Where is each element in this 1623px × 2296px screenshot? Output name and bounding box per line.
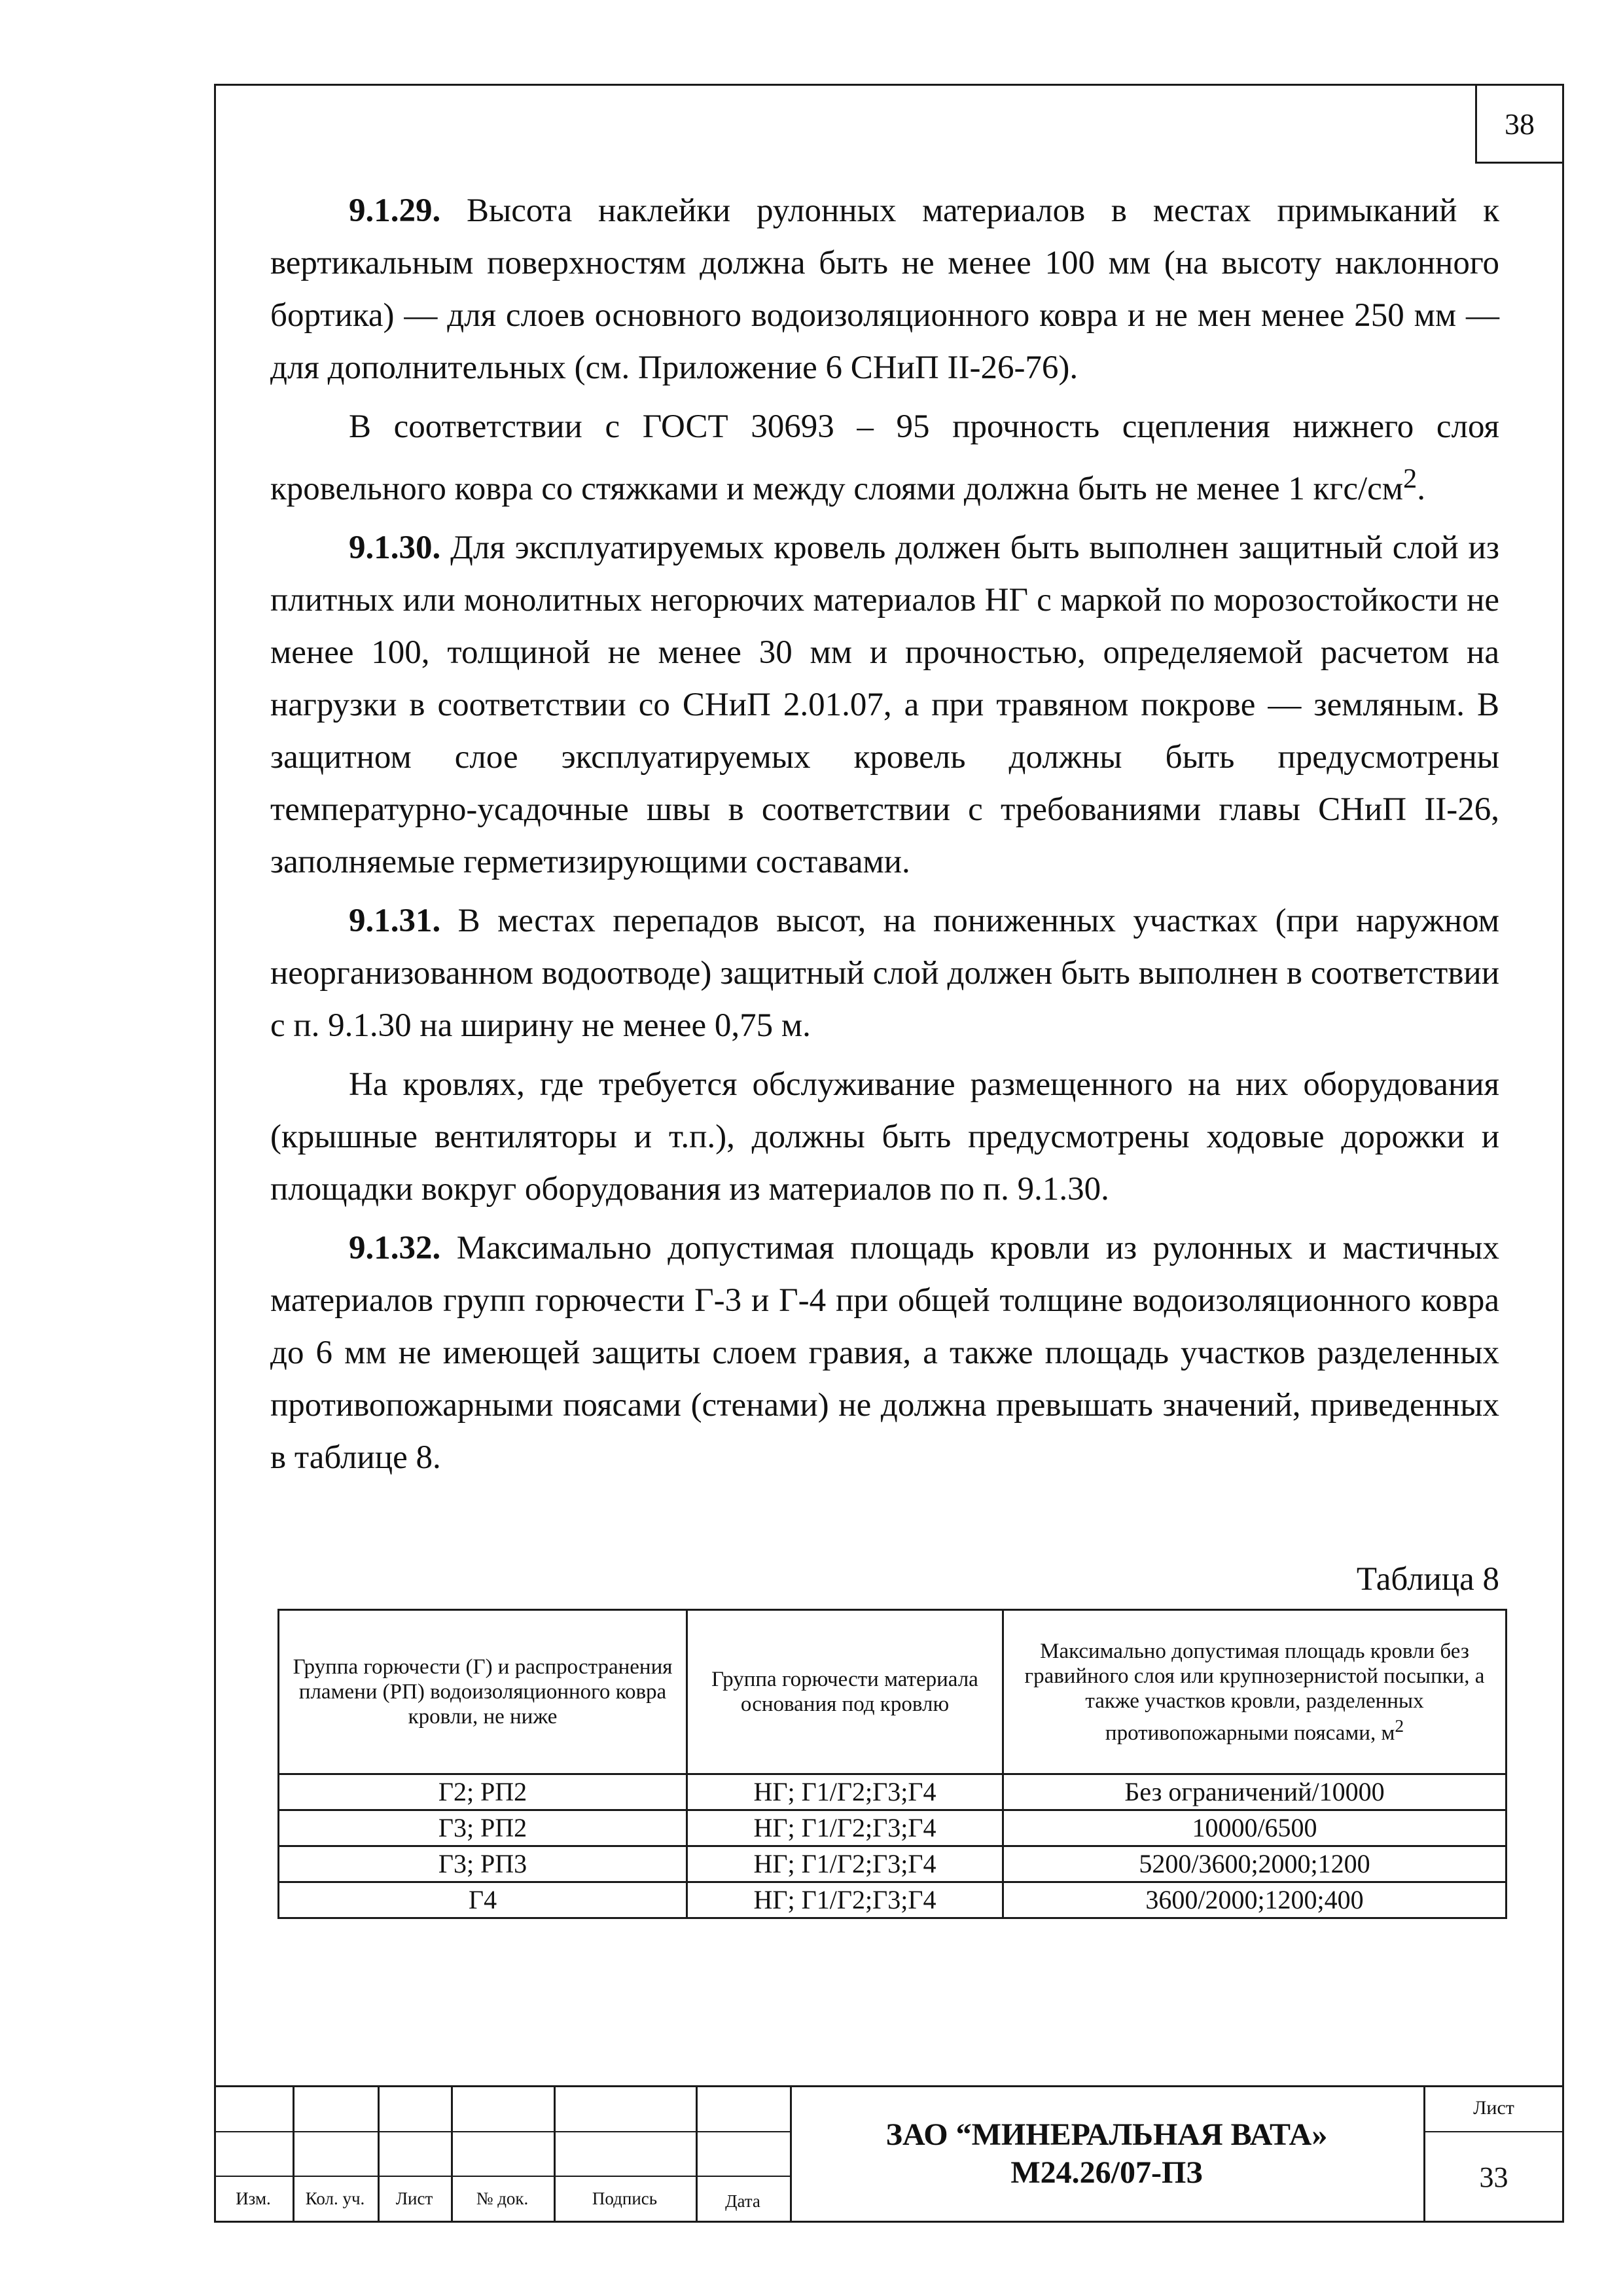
table-cell: 5200/3600;2000;1200: [1003, 1846, 1507, 1882]
table-cell: Г3; РП3: [279, 1846, 687, 1882]
paragraph-text: Для эксплуатируемых кровель должен быть выполнен защитный слой из плитных или монолитных негорючих материалов НГ с маркой по морозостойкости не менее 100, толщиной не менее 30 мм и прочностью, определяемой расчетом на нагрузки в соответствии со СНиП 2.01.07, а при травяном покрове — земляным. В защитном слое эксплуатируемых кровель должны быть предусмотрены температурно-усадочные швы в соответствии с требованиями главы СНиП II-26, заполняемые герметизирующими составами.: [270, 529, 1499, 880]
paragraph-text: Максимально допустимая площадь кровли из рулонных и мастичных материалов групп горючести Г-3 и Г-4 при общей толщине водоизоляционного ковра до 6 мм не имеющей защиты слоем гравия, а также площадь участков разделенных противопожарными поясами (стенами) не должна превышать значений, приведенных в таблице 8.: [270, 1230, 1499, 1476]
grid-line: [214, 2131, 790, 2132]
title-block: [214, 2085, 1564, 2223]
paragraph-text: В местах перепадов высот, на пониженных участках (при наружном неорганизованном водоотводе) защитный слой должен быть выполнен в соответствии с п. 9.1.30 на ширину не менее 0,75 м.: [270, 903, 1499, 1044]
header-cell-base-group: Группа горючести материала основания под кровлю: [687, 1610, 1003, 1774]
sheet-number: 33: [1479, 2161, 1508, 2193]
table-cell: 3600/2000;1200;400: [1003, 1882, 1507, 1918]
table-caption: Таблица 8: [1356, 1561, 1499, 1598]
superscript: 2: [1395, 1715, 1404, 1736]
clause-number: 9.1.31.: [349, 903, 441, 939]
table-row: [279, 1882, 1507, 1918]
paragraph-tail: .: [1417, 471, 1426, 507]
page-number-box: [1475, 84, 1564, 164]
header-cell-max-area: [1003, 1610, 1507, 1774]
paragraph-text: В соответствии с ГОСТ 30693 – 95 прочность сцепления нижнего слоя кровельного ковра со стяжками и между слоями должна быть не менее 1 кгс/см: [270, 408, 1499, 507]
table-cell: Г2; РП2: [279, 1774, 687, 1810]
table-header-row: [279, 1610, 1507, 1774]
paragraph-text: Высота наклейки рулонных материалов в местах примыканий к вертикальным поверхностям должна быть не менее 100 мм (на высоту наклонного бортика) — для слоев основного водоизоляционного ковра и не мен менее 250 мм — для дополнительных (см. Приложение 6 СНиП II-26-76).: [270, 192, 1499, 386]
table-row: [279, 1774, 1507, 1810]
paragraph-9-1-31: [270, 895, 1499, 1052]
table-row: [279, 1846, 1507, 1882]
page-number: 38: [1505, 107, 1535, 141]
table-8: [277, 1609, 1507, 1919]
document-code: М24.26/07-ПЗ: [1010, 2155, 1203, 2190]
label-list: Лист: [395, 2189, 433, 2208]
label-signature: Подпись: [592, 2189, 658, 2208]
clause-number: 9.1.32.: [349, 1230, 441, 1266]
table-cell: Без ограничений/10000: [1003, 1774, 1507, 1810]
clause-number: 9.1.29.: [349, 192, 441, 229]
company-name: ЗАО “МИНЕРАЛЬНАЯ ВАТА»: [885, 2117, 1328, 2152]
paragraph-text: На кровлях, где требуется обслуживание размещенного на них оборудования (крышные вентиляторы и т.п.), должны быть предусмотрены ходовые дорожки и площадки вокруг оборудования из материалов по п. 9.1.30.: [270, 1066, 1499, 1208]
table-cell: 10000/6500: [1003, 1810, 1507, 1846]
table-cell: НГ; Г1/Г2;Г3;Г4: [687, 1810, 1003, 1846]
title-block-grid: [214, 2085, 790, 2223]
paragraph-walkways: [270, 1058, 1499, 1215]
sheet-label: Лист: [1473, 2097, 1514, 2119]
body-text: [270, 185, 1499, 1484]
paragraph-gost: [270, 401, 1499, 515]
paragraph-9-1-29: [270, 185, 1499, 394]
grid-line: [214, 2176, 790, 2177]
label-kol-uch: Кол. уч.: [305, 2189, 365, 2208]
header-text: Максимально допустимая площадь кровли без гравийного слоя или крупнозернистой посыпки, а также участков кровли, разделенных противопожарными поясами, м: [1024, 1639, 1485, 1745]
table-cell: НГ; Г1/Г2;Г3;Г4: [687, 1774, 1003, 1810]
table-cell: НГ; Г1/Г2;Г3;Г4: [687, 1846, 1003, 1882]
label-date: Дата: [725, 2191, 760, 2211]
paragraph-9-1-32: [270, 1222, 1499, 1484]
table-row: [279, 1810, 1507, 1846]
label-izm: Изм.: [236, 2189, 271, 2208]
header-cell-fire-group: Группа горючести (Г) и распространения пламени (РП) водоизоляционного ковра кровли, не ниже: [279, 1610, 687, 1774]
paragraph-9-1-30: [270, 522, 1499, 888]
label-doc-number: № док.: [476, 2189, 529, 2208]
table-cell: Г4: [279, 1882, 687, 1918]
title-block-heading: [790, 2085, 1423, 2223]
table-cell: НГ; Г1/Г2;Г3;Г4: [687, 1882, 1003, 1918]
clause-number: 9.1.30.: [349, 529, 441, 566]
superscript: 2: [1403, 463, 1418, 494]
table-cell: Г3; РП2: [279, 1810, 687, 1846]
